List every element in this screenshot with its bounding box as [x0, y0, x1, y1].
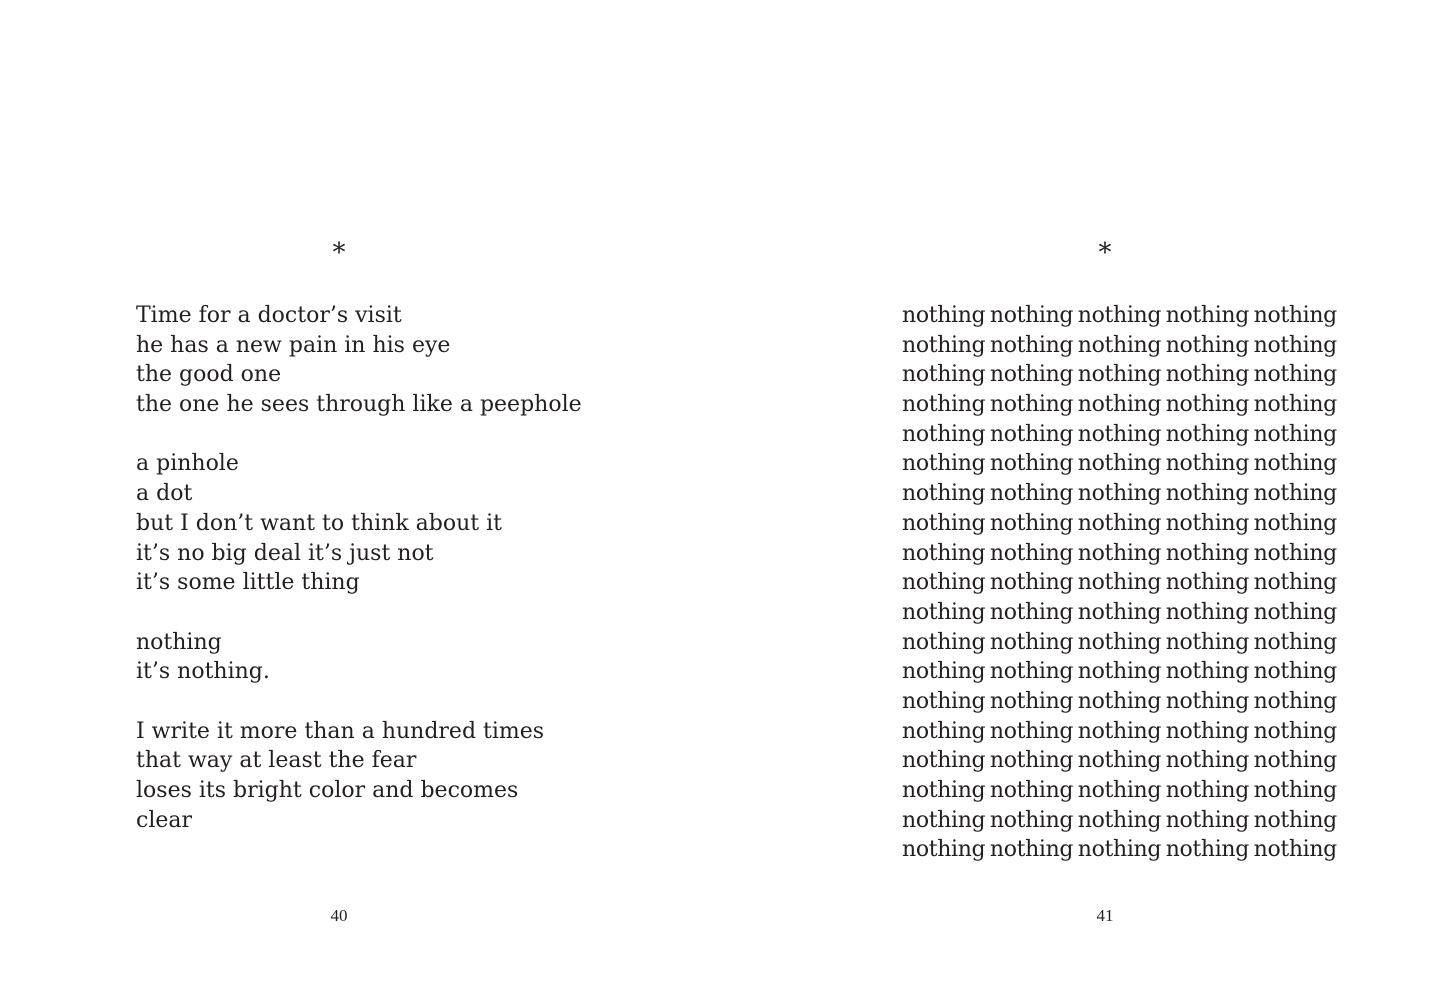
poem-line: nothing nothing nothing nothing nothing: [902, 451, 1337, 477]
poem-line: the one he sees through like a peephole: [136, 392, 582, 418]
poem-line: nothing nothing nothing nothing nothing: [902, 837, 1337, 863]
stanza: [136, 628, 582, 687]
stanza: [136, 449, 582, 597]
poem-line: a pinhole: [136, 451, 239, 477]
left-page: [0, 0, 722, 998]
poem-line: clear: [136, 807, 193, 833]
poem-line: nothing nothing nothing nothing nothing: [902, 332, 1337, 358]
poem-line: it’s no big deal it’s just not: [136, 540, 434, 566]
page-number: 40: [330, 906, 348, 925]
poem-line: nothing nothing nothing nothing nothing: [902, 659, 1337, 685]
stanza: [136, 717, 582, 836]
poem-line: nothing nothing nothing nothing nothing: [902, 303, 1337, 328]
repeated-nothing-block: [902, 301, 1337, 865]
poem-line: a dot: [136, 481, 193, 507]
poem-line: he has a new pain in his eye: [136, 332, 451, 358]
poem-text: [136, 301, 582, 835]
right-page: [722, 0, 1445, 998]
poem-line: nothing nothing nothing nothing nothing: [902, 540, 1337, 566]
poem-line: nothing nothing nothing nothing nothing: [902, 510, 1337, 536]
poem-line: nothing nothing nothing nothing nothing: [902, 807, 1337, 833]
section-mark-asterisk: *: [1098, 238, 1112, 268]
poem-line: loses its bright color and becomes: [136, 778, 519, 803]
poem-line: nothing nothing nothing nothing nothing: [902, 392, 1337, 418]
poem-line: but I don’t want to think about it: [136, 510, 502, 536]
poem-line: nothing nothing nothing nothing nothing: [902, 421, 1337, 447]
poem-line: nothing nothing nothing nothing nothing: [902, 570, 1337, 596]
section-mark-asterisk: *: [332, 238, 346, 268]
poem-line: nothing nothing nothing nothing nothing: [902, 778, 1337, 803]
poem-line: the good one: [136, 362, 282, 388]
poem-line: nothing nothing nothing nothing nothing: [902, 688, 1337, 714]
poem-line: nothing nothing nothing nothing nothing: [902, 718, 1337, 744]
poem-line: Time for a doctor’s visit: [136, 303, 402, 328]
page-number: 41: [1096, 906, 1114, 925]
stanza: [136, 301, 582, 420]
poem-line: nothing nothing nothing nothing nothing: [902, 362, 1337, 388]
poem-line: nothing nothing nothing nothing nothing: [902, 629, 1337, 655]
poem-line: nothing nothing nothing nothing nothing: [902, 599, 1337, 625]
poem-line: that way at least the fear: [136, 748, 417, 774]
poem-line: nothing: [136, 629, 222, 655]
poem-line: nothing nothing nothing nothing nothing: [902, 481, 1337, 507]
poem-line: it’s some little thing: [136, 570, 360, 596]
poem-line: nothing nothing nothing nothing nothing: [902, 748, 1337, 774]
poem-line: it’s nothing.: [136, 659, 270, 685]
poem-line: I write it more than a hundred times: [136, 718, 545, 744]
